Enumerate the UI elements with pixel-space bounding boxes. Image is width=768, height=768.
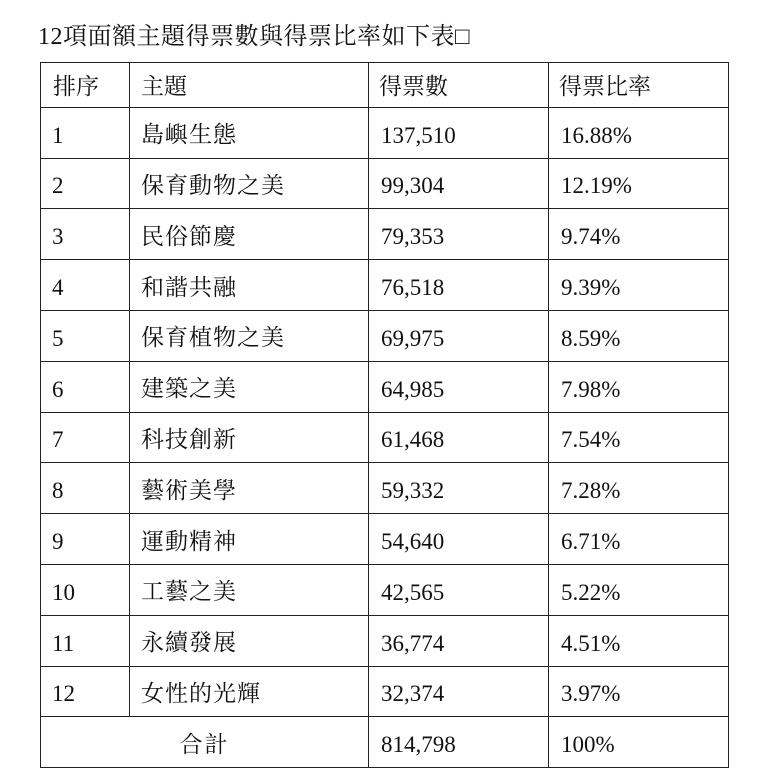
cell-topic: 保育植物之美 [130, 310, 369, 361]
cell-ratio: 12.19% [549, 158, 729, 209]
table-row [41, 564, 729, 615]
cell-rank: 7 [41, 412, 130, 463]
header-ratio: 得票比率 [549, 63, 729, 108]
table-row [41, 514, 729, 565]
table-row [41, 310, 729, 361]
cell-ratio: 5.22% [549, 564, 729, 615]
table-row [41, 158, 729, 209]
cell-votes: 59,332 [369, 463, 549, 514]
header-topic: 主題 [130, 63, 369, 108]
total-votes: 814,798 [369, 717, 549, 768]
cell-votes: 54,640 [369, 514, 549, 565]
cell-rank: 6 [41, 361, 130, 412]
cell-topic: 科技創新 [130, 412, 369, 463]
cell-ratio: 8.59% [549, 310, 729, 361]
cell-rank: 10 [41, 564, 130, 615]
cell-ratio: 4.51% [549, 615, 729, 666]
table-row [41, 361, 729, 412]
cell-topic: 工藝之美 [130, 564, 369, 615]
cell-rank: 2 [41, 158, 130, 209]
table-header-row [41, 63, 729, 108]
header-rank: 排序 [41, 63, 130, 108]
cell-topic: 和諧共融 [130, 260, 369, 311]
cell-topic: 運動精神 [130, 514, 369, 565]
cell-votes: 42,565 [369, 564, 549, 615]
cell-rank: 3 [41, 209, 130, 260]
document-title: 12項面額主題得票數與得票比率如下表□ [38, 24, 470, 50]
cell-votes: 79,353 [369, 209, 549, 260]
cell-rank: 5 [41, 310, 130, 361]
cell-votes: 76,518 [369, 260, 549, 311]
cell-votes: 137,510 [369, 107, 549, 158]
cell-rank: 1 [41, 107, 130, 158]
cell-topic: 永續發展 [130, 615, 369, 666]
cell-ratio: 7.28% [549, 463, 729, 514]
cell-topic: 島嶼生態 [130, 107, 369, 158]
table-row [41, 260, 729, 311]
cell-votes: 99,304 [369, 158, 549, 209]
total-ratio: 100% [549, 717, 729, 768]
header-votes: 得票數 [369, 63, 549, 108]
cell-topic: 民俗節慶 [130, 209, 369, 260]
cell-votes: 69,975 [369, 310, 549, 361]
cell-votes: 61,468 [369, 412, 549, 463]
table-row [41, 666, 729, 717]
total-label: 合計 [41, 717, 369, 768]
cell-votes: 64,985 [369, 361, 549, 412]
votes-table [40, 62, 729, 768]
cell-ratio: 7.54% [549, 412, 729, 463]
cell-topic: 保育動物之美 [130, 158, 369, 209]
cell-rank: 11 [41, 615, 130, 666]
table-row [41, 412, 729, 463]
cell-ratio: 7.98% [549, 361, 729, 412]
total-row [41, 717, 729, 768]
table-row [41, 107, 729, 158]
cell-rank: 9 [41, 514, 130, 565]
cell-topic: 藝術美學 [130, 463, 369, 514]
table-row [41, 463, 729, 514]
cell-votes: 36,774 [369, 615, 549, 666]
cell-rank: 8 [41, 463, 130, 514]
table-row [41, 209, 729, 260]
cell-rank: 4 [41, 260, 130, 311]
cell-ratio: 16.88% [549, 107, 729, 158]
cell-ratio: 9.39% [549, 260, 729, 311]
cell-topic: 女性的光輝 [130, 666, 369, 717]
cell-votes: 32,374 [369, 666, 549, 717]
table-row [41, 615, 729, 666]
cell-ratio: 9.74% [549, 209, 729, 260]
cell-topic: 建築之美 [130, 361, 369, 412]
table-body [41, 107, 729, 717]
cell-ratio: 3.97% [549, 666, 729, 717]
cell-ratio: 6.71% [549, 514, 729, 565]
cell-rank: 12 [41, 666, 130, 717]
